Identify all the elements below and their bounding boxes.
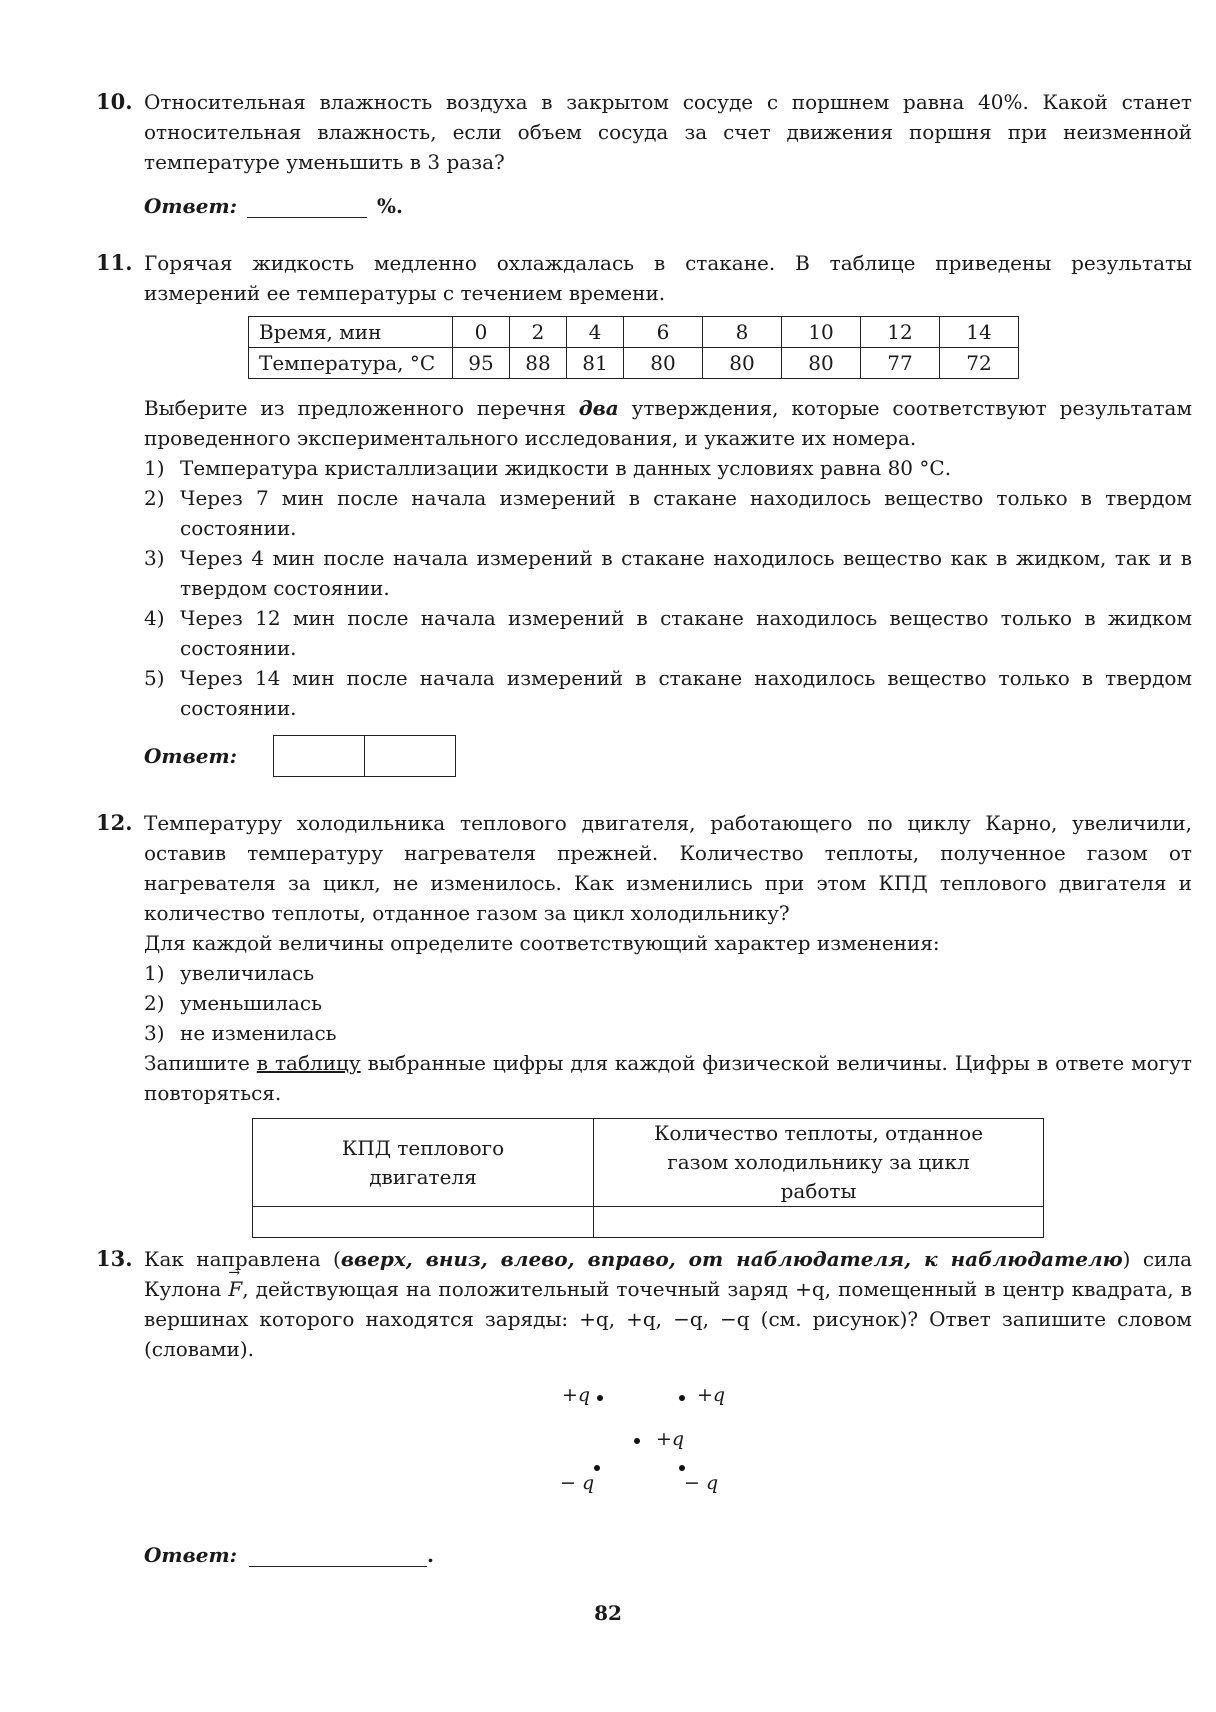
list-item	[144, 663, 1192, 723]
options-list	[144, 453, 1192, 723]
cell-time: 0	[453, 317, 510, 348]
option-number: 1)	[144, 456, 165, 480]
answer-boxes	[273, 735, 456, 777]
question-number: 12.	[96, 810, 133, 835]
option-number: 1)	[144, 961, 165, 985]
cell-time: 6	[624, 317, 703, 348]
list-item	[144, 483, 1192, 543]
column-header-efficiency: КПД теплового двигателя	[253, 1119, 594, 1207]
question-13	[96, 1244, 1192, 1364]
list-item	[144, 988, 1192, 1018]
option-text: увеличилась	[180, 961, 315, 985]
question-12	[96, 808, 1192, 1238]
answer-cell[interactable]	[594, 1207, 1044, 1238]
option-number: 4)	[144, 606, 165, 630]
option-text: Через 4 мин после начала измерений в стакане находилось вещество как в жидком, так и в твердом состоянии.	[180, 546, 1192, 600]
cell-temp: 80	[782, 348, 861, 379]
option-number: 3)	[144, 546, 165, 570]
option-text: Через 12 мин после начала измерений в стакане находилось вещество только в жидком состоянии.	[180, 606, 1192, 660]
prompt-text: утверждения, которые соответствуют результатам проведенного экспериментального исследования, и укажите их номера.	[144, 396, 1193, 450]
cell-temp: 81	[567, 348, 624, 379]
option-text: уменьшилась	[180, 991, 323, 1015]
list-item	[144, 603, 1192, 663]
question-text: Относительная влажность воздуха в закрытом сосуде с поршнем равна 40%. Какой станет относительная влажность, если объем сосуда за счет движения поршня при неизменной температуре уменьшить в 3 раза?	[144, 90, 1192, 174]
question-number: 10.	[96, 89, 133, 114]
option-text: Через 7 мин после начала измерений в стакане находилось вещество только в твердом состоянии.	[180, 486, 1192, 540]
question-11	[96, 248, 1192, 777]
question-text-part: Как направлена (	[144, 1247, 341, 1271]
options-list	[144, 958, 1192, 1048]
row-label-time: Время, мин	[249, 317, 453, 348]
charge-label-top-right: +q	[697, 1384, 726, 1406]
prompt-text: Выберите из предложенного перечня	[144, 396, 579, 420]
charge-dot-bottom-left	[594, 1465, 600, 1471]
cell-temp: 80	[624, 348, 703, 379]
cell-time: 2	[510, 317, 567, 348]
instruction-underline: в таблицу	[256, 1051, 361, 1075]
cell-time: 14	[940, 317, 1019, 348]
question-instruction: Для каждой величины определите соответствующий характер изменения:	[144, 931, 940, 955]
cell-time: 4	[567, 317, 624, 348]
direction-options: вверх, вниз, влево, вправо, от наблюдателя, к наблюдателю	[340, 1247, 1123, 1271]
charge-label-center: +q	[656, 1428, 685, 1450]
answer-table-row	[253, 1207, 1044, 1238]
option-text: не изменилась	[180, 1021, 337, 1045]
cell-temp: 80	[703, 348, 782, 379]
question-text-part: , действующая на положительный точечный заряд +q, помещенный в центр квадрата, в вершинах которого находятся заряды: +q, +q, −q, −q (см. рисунок)? Ответ запишите словом (словами).	[144, 1277, 1192, 1361]
option-text: Температура кристаллизации жидкости в данных условиях равна 80 °С.	[180, 456, 952, 480]
column-header-heat: Количество теплоты, отданное газом холодильнику за цикл работы	[594, 1119, 1044, 1207]
question-number: 13.	[96, 1246, 133, 1271]
table-row-time	[249, 317, 1019, 348]
cell-time: 12	[861, 317, 940, 348]
prompt-emphasis: два	[578, 396, 619, 420]
cell-time: 8	[703, 317, 782, 348]
question-intro: Горячая жидкость медленно охлаждалась в стакане. В таблице приведены результаты измерений ее температуры с течением времени.	[144, 251, 1192, 305]
answer-label: Ответ:	[144, 1543, 237, 1567]
answer-table-header	[253, 1119, 1044, 1207]
row-label-temp: Температура, °С	[249, 348, 453, 379]
cell-temp: 77	[861, 348, 940, 379]
answer-table	[252, 1118, 1044, 1238]
answer-box[interactable]	[365, 735, 456, 777]
answer-cell[interactable]	[253, 1207, 594, 1238]
charge-dot-center	[634, 1438, 640, 1444]
question-text-part: ) сила Кулона	[144, 1247, 1192, 1301]
cell-time: 10	[782, 317, 861, 348]
answer-blank[interactable]	[247, 195, 367, 218]
charge-dot-top-left	[597, 1395, 603, 1401]
instruction-text: Запишите	[144, 1051, 257, 1075]
answer-row	[144, 735, 1192, 777]
answer-end: .	[427, 1543, 434, 1567]
answer-label: Ответ:	[144, 744, 237, 768]
charge-label-top-left: +q	[562, 1384, 591, 1406]
question-text	[144, 1244, 1192, 1364]
list-item	[144, 543, 1192, 603]
option-number: 5)	[144, 666, 165, 690]
list-item	[144, 453, 1192, 483]
instruction-text: выбранные цифры для каждой физической величины. Цифры в ответе могут повторяться.	[144, 1051, 1192, 1105]
charge-dot-top-right	[679, 1395, 685, 1401]
page-number: 82	[594, 1601, 622, 1625]
answer-blank[interactable]	[249, 1544, 427, 1567]
option-number: 3)	[144, 1021, 165, 1045]
question-text: Температуру холодильника теплового двигателя, работающего по циклу Карно, увеличили, оставив температуру нагревателя прежней. Количество теплоты, полученное газом от нагревателя за цикл, не изменилось. Как изменились при этом КПД теплового двигателя и количество теплоты, отданное газом за цикл холодильнику?	[144, 811, 1192, 925]
cell-temp: 72	[940, 348, 1019, 379]
table-row-temp	[249, 348, 1019, 379]
list-item	[144, 958, 1192, 988]
option-number: 2)	[144, 991, 165, 1015]
option-number: 2)	[144, 486, 165, 510]
measurement-table	[248, 316, 1019, 379]
cell-temp: 95	[453, 348, 510, 379]
write-instruction	[144, 1048, 1192, 1108]
answer-row	[144, 191, 1192, 221]
question-number: 11.	[96, 250, 133, 275]
option-text: Через 14 мин после начала измерений в стакане находилось вещество только в твердом состоянии.	[180, 666, 1192, 720]
list-item	[144, 1018, 1192, 1048]
answer-row-13	[144, 1540, 434, 1570]
answer-label: Ответ:	[144, 194, 237, 218]
question-10	[96, 87, 1192, 221]
charge-label-bottom-right: − q	[684, 1472, 719, 1494]
answer-unit: %.	[377, 194, 403, 218]
force-vector: → F	[228, 1274, 242, 1304]
cell-temp: 88	[510, 348, 567, 379]
question-prompt	[144, 393, 1192, 453]
charge-label-bottom-left: − q	[560, 1472, 595, 1494]
answer-box[interactable]	[273, 735, 365, 777]
